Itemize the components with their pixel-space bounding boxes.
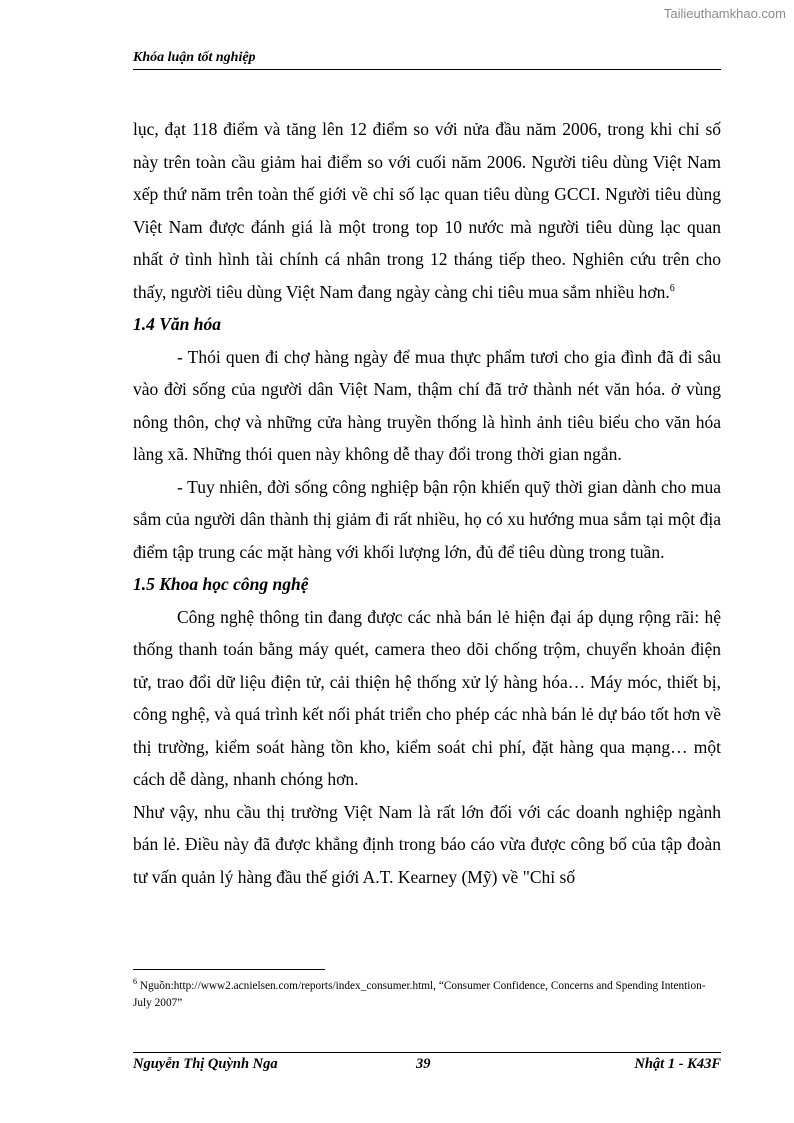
footnote-text: Nguồn:http://www2.acnielsen.com/reports/index_consumer.html, “Consumer Confidence, Concerns and Spending Intention- July 2007”: [133, 980, 706, 1009]
footnote-number: 6: [133, 977, 137, 987]
section-heading: 1.5 Khoa học công nghệ: [133, 574, 309, 594]
section-heading: 1.4 Văn hóa: [133, 314, 222, 334]
paragraph: - Thói quen đi chợ hàng ngày để mua thực phẩm tươi cho gia đình đã đi sâu vào đời sống của người dân Việt Nam, thậm chí đã trở thành nét văn hóa. ở vùng nông thôn, chợ và những cửa hàng truyền thống là hình ảnh tiêu biểu cho văn hóa làng xã. Những thói quen này không dễ thay đổi trong thời gian ngắn.: [133, 346, 721, 464]
page-header: Khóa luận tốt nghiệp: [133, 50, 721, 70]
footnote: [133, 978, 721, 1012]
footnote-ref[interactable]: 6: [669, 282, 675, 294]
paragraph: - Tuy nhiên, đời sống công nghiệp bận rộn khiến quỹ thời gian dành cho mua sắm của người dân thành thị giảm đi rất nhiều, họ có xu hướng mua sắm tại một địa điểm tập trung các mặt hàng với khối lượng lớn, đủ để tiêu dùng trong tuần.: [133, 476, 721, 562]
paragraph: [133, 113, 721, 308]
paragraph: Như vậy, nhu cầu thị trường Việt Nam là rất lớn đối với các doanh nghiệp ngành bán lẻ. Điều này đã được khẳng định trong báo cáo vừa được công bố của tập đoàn tư vấn quản lý hàng đầu thế giới A.T. Kearney (Mỹ) về "Chỉ số: [133, 801, 721, 887]
page-footer: [133, 1056, 721, 1078]
watermark: Tailieuthamkhao.com: [663, 6, 786, 21]
main-content: [133, 113, 721, 893]
footer-divider: [133, 1052, 721, 1053]
footnote-divider: [133, 969, 325, 970]
paragraph-text: lục, đạt 118 điểm và tăng lên 12 điểm so với nửa đầu năm 2006, trong khi chỉ số này trên toàn cầu giảm hai điểm so với cuối năm 2006. Người tiêu dùng Việt Nam xếp thứ năm trên toàn thế giới về chỉ số lạc quan tiêu dùng GCCI. Người tiêu dùng Việt Nam được đánh giá là một trong top 10 nước mà người tiêu dùng lạc quan nhất ở tình hình tài chính cá nhân trong 12 tháng tiếp theo. Nghiên cứu trên cho thấy, người tiêu dùng Việt Nam đang ngày càng chi tiêu mua sắm nhiều hơn.: [133, 119, 721, 302]
footer-author: Nguyễn Thị Quỳnh Nga: [133, 1056, 278, 1072]
page-number: 39: [416, 1056, 431, 1072]
footer-class: Nhật 1 - K43F: [634, 1056, 721, 1072]
paragraph: Công nghệ thông tin đang được các nhà bán lẻ hiện đại áp dụng rộng rãi: hệ thống thanh toán bằng máy quét, camera theo dõi chống trộm, chuyển khoản điện tử, trao đổi dữ liệu điện tử, cải thiện hệ thống xử lý hàng hóa… Máy móc, thiết bị, công nghệ, và quá trình kết nối phát triển cho phép các nhà bán lẻ dự báo tốt hơn về thị trường, kiểm soát hàng tồn kho, kiểm soát chi phí, đặt hàng qua mạng… một cách dễ dàng, nhanh chóng hơn.: [133, 606, 721, 789]
